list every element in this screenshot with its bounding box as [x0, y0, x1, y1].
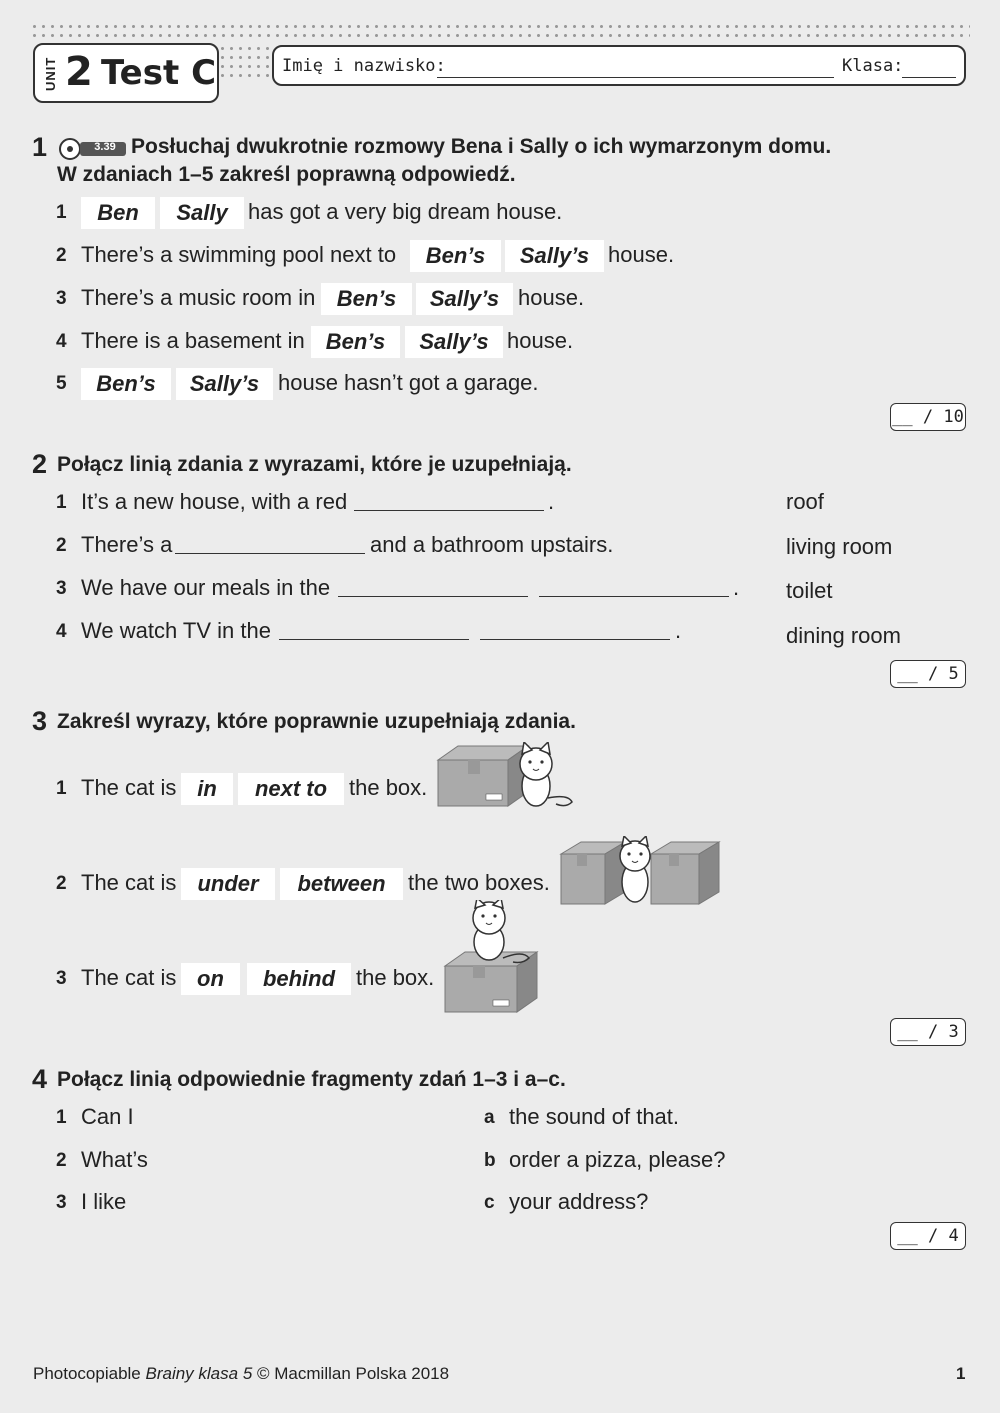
exercise-1-number: 1 [32, 132, 48, 162]
exercise-1-instruction-line1: Posłuchaj dwukrotnie rozmowy Bena i Sally o ich wymarzonym domu. [131, 135, 832, 158]
ex3-item3-text-after: the box. [356, 965, 435, 990]
ex1-item4-text-before: There is a basement in [81, 328, 305, 353]
unit-number: 2 [65, 49, 93, 95]
ex2-item4-period: . [675, 618, 682, 643]
ex1-item2-text-after: house. [608, 242, 675, 267]
ex2-item-number: 3 [56, 578, 67, 599]
header-dots-decoration [30, 22, 970, 40]
ex3-item3-text-before: The cat is [81, 965, 177, 990]
ex1-item-number: 3 [56, 288, 67, 309]
ex1-item-number: 5 [56, 373, 67, 394]
ex1-item5-option-bens[interactable]: Ben’s [81, 368, 171, 400]
ex2-item3-period: . [733, 575, 740, 600]
footer-suffix: © Macmillan Polska 2018 [257, 1364, 450, 1383]
ex1-item1-option-sally[interactable]: Sally [160, 197, 244, 229]
ex2-word-toilet[interactable]: toilet [786, 578, 833, 603]
name-label: Imię i nazwisko: [282, 56, 446, 76]
ex4-right-letter: a [484, 1107, 495, 1128]
exercise-2-instruction: Połącz linią zdania z wyrazami, które je uzupełniają. [57, 453, 572, 476]
cat-between-boxes-illustration [559, 836, 723, 908]
ex2-item4-blank-2[interactable] [480, 639, 670, 640]
ex1-item1-option-ben[interactable]: Ben [81, 197, 155, 229]
ex2-item2-text-after: and a bathroom upstairs. [370, 532, 614, 557]
exercise-2-number: 2 [32, 449, 48, 479]
ex1-item3-option-bens[interactable]: Ben’s [321, 283, 412, 315]
ex3-item2-text-before: The cat is [81, 870, 177, 895]
class-label: Klasa: [842, 56, 904, 76]
test-title: Test C [101, 53, 217, 93]
ex2-word-living-room[interactable]: living room [786, 534, 893, 559]
page-number: 1 [956, 1364, 966, 1383]
ex4-left-number: 1 [56, 1107, 67, 1128]
ex1-item4-option-bens[interactable]: Ben’s [311, 326, 400, 358]
ex3-item1-option-in[interactable]: in [181, 773, 233, 805]
ex3-item2-option-between[interactable]: between [280, 868, 403, 900]
ex1-item5-option-sallys[interactable]: Sally’s [176, 368, 273, 400]
ex4-left-number: 3 [56, 1192, 67, 1213]
exercise-4-instruction: Połącz linią odpowiednie fragmenty zdań 1–3 i a–c. [57, 1068, 566, 1091]
ex2-item3-text: We have our meals in the [81, 575, 331, 600]
ex3-score-box: __ / 3 [890, 1018, 966, 1046]
ex2-item-number: 1 [56, 492, 67, 513]
ex2-item-number: 4 [56, 621, 67, 642]
ex4-right-item-b[interactable]: order a pizza, please? [509, 1147, 726, 1172]
ex1-item3-text-before: There’s a music room in [81, 285, 316, 310]
ex2-item4-blank-1[interactable] [279, 639, 469, 640]
unit-label: UNIT [43, 56, 58, 91]
ex2-item1-blank[interactable] [354, 510, 544, 511]
name-class-box [272, 45, 966, 86]
ex1-score-box: __ / 10 [890, 403, 966, 431]
ex2-item-number: 2 [56, 535, 67, 556]
ex1-item4-text-after: house. [507, 328, 574, 353]
ex4-left-item-3[interactable]: I like [81, 1189, 127, 1214]
ex4-score-box: __ / 4 [890, 1222, 966, 1250]
ex2-word-roof[interactable]: roof [786, 489, 824, 514]
ex2-item2-text-before: There’s a [81, 532, 173, 557]
ex3-item3-option-behind[interactable]: behind [247, 963, 351, 995]
header-dots-decoration-small [218, 44, 270, 80]
ex3-item3-option-on[interactable]: on [181, 963, 240, 995]
ex2-item1-period: . [548, 489, 555, 514]
name-field[interactable] [437, 77, 834, 78]
ex1-item-number: 1 [56, 202, 67, 223]
ex4-right-letter: c [484, 1192, 495, 1213]
ex4-right-letter: b [484, 1150, 496, 1171]
ex1-item-number: 2 [56, 245, 67, 266]
ex1-item3-text-after: house. [518, 285, 585, 310]
ex3-item1-text-before: The cat is [81, 775, 177, 800]
exercise-3-number: 3 [32, 706, 48, 736]
ex1-item3-option-sallys[interactable]: Sally’s [416, 283, 513, 315]
class-field[interactable] [902, 77, 956, 78]
ex2-item2-blank[interactable] [175, 553, 365, 554]
cat-on-box-illustration [443, 900, 543, 1016]
ex1-item4-option-sallys[interactable]: Sally’s [405, 326, 503, 358]
exercise-4-number: 4 [32, 1064, 48, 1094]
audio-track-number: 3.39 [94, 141, 116, 153]
footer-prefix: Photocopiable [33, 1364, 141, 1383]
ex3-item-number: 1 [56, 778, 67, 799]
footer-book-title: Brainy klasa 5 [145, 1364, 253, 1383]
ex4-left-item-1[interactable]: Can I [81, 1104, 134, 1129]
ex1-item2-text-before: There’s a swimming pool next to [81, 242, 397, 267]
ex4-right-item-a[interactable]: the sound of that. [509, 1104, 680, 1129]
exercise-3-instruction: Zakreśl wyrazy, które poprawnie uzupełniają zdania. [57, 710, 576, 733]
ex2-word-dining-room[interactable]: dining room [786, 623, 901, 648]
ex2-item3-blank-1[interactable] [338, 596, 528, 597]
ex3-item-number: 2 [56, 873, 67, 894]
ex1-item5-text: house hasn’t got a garage. [278, 370, 539, 395]
unit-badge [33, 43, 219, 103]
ex1-item-number: 4 [56, 331, 67, 352]
ex3-item1-text-after: the box. [349, 775, 428, 800]
ex2-item4-text: We watch TV in the [81, 618, 271, 643]
exercise-1-instruction-line2: W zdaniach 1–5 zakreśl poprawną odpowiedź. [57, 163, 516, 186]
cat-next-to-box-illustration [436, 742, 576, 814]
ex4-left-item-2[interactable]: What’s [81, 1147, 148, 1172]
ex1-item2-option-bens[interactable]: Ben’s [410, 240, 501, 272]
ex3-item2-option-under[interactable]: under [181, 868, 275, 900]
ex1-item2-option-sallys[interactable]: Sally’s [505, 240, 604, 272]
ex3-item-number: 3 [56, 968, 67, 989]
ex2-score-box: __ / 5 [890, 660, 966, 688]
ex3-item2-text-after: the two boxes. [408, 870, 550, 895]
footer-copyright [33, 1364, 449, 1384]
ex4-right-item-c[interactable]: your address? [509, 1189, 649, 1214]
ex1-item1-text: has got a very big dream house. [248, 199, 563, 224]
ex2-item1-text: It’s a new house, with a red [81, 489, 348, 514]
ex4-left-number: 2 [56, 1150, 67, 1171]
ex3-item1-option-next-to[interactable]: next to [238, 773, 344, 805]
ex2-item3-blank-2[interactable] [539, 596, 729, 597]
